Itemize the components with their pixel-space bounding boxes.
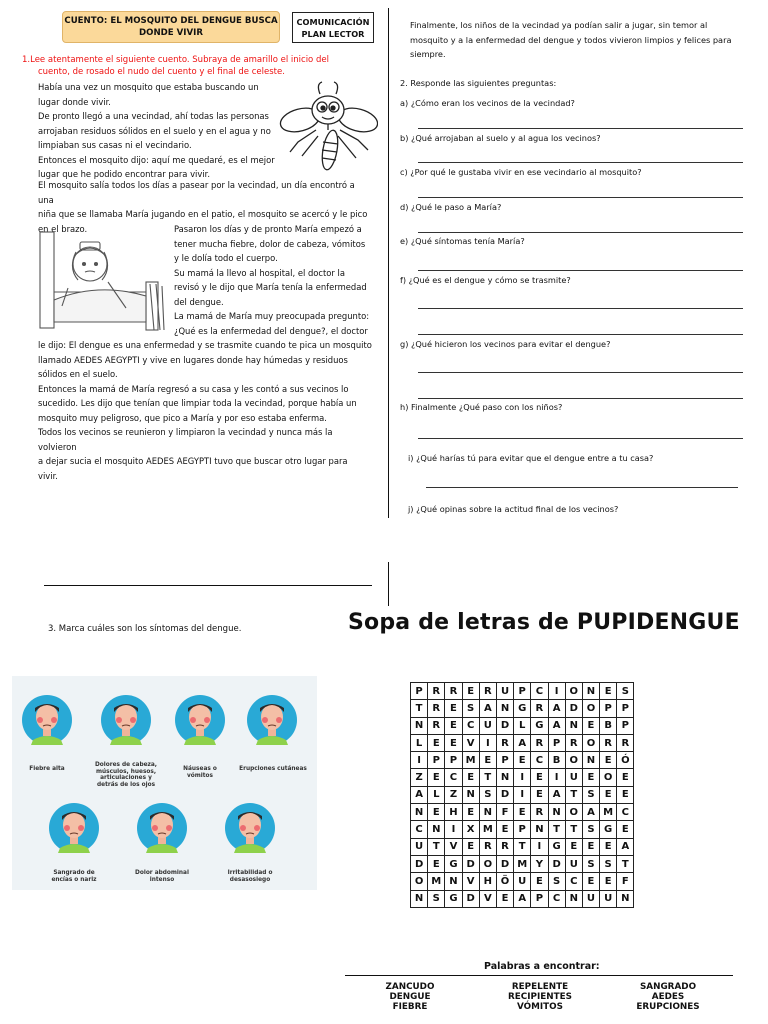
wordsearch-cell[interactable]: E <box>617 821 634 838</box>
answer-line-g1[interactable] <box>418 372 743 373</box>
wordsearch-cell[interactable]: R <box>428 683 445 700</box>
story-line: Pasaron los días y de pronto María empezó a <box>174 224 362 234</box>
wordsearch-cell[interactable]: A <box>411 786 428 803</box>
wordsearch-cell[interactable]: P <box>445 752 462 769</box>
wordsearch-cell[interactable]: I <box>479 734 496 751</box>
wordsearch-cell[interactable]: O <box>565 804 582 821</box>
wordsearch-cell[interactable]: I <box>445 821 462 838</box>
question-f: f) ¿Qué es el dengue y cómo se trasmite? <box>400 275 571 285</box>
story-line: sucedido. Les dijo que tenían que limpiar toda la vecindad, porque había un <box>38 398 357 408</box>
wordsearch-cell[interactable]: T <box>548 821 565 838</box>
wordsearch-cell[interactable]: O <box>582 700 599 717</box>
story-line: El mosquito salía todos los días a pasear por la vecindad, un día encontró a una <box>38 180 355 205</box>
wordsearch-cell[interactable]: A <box>548 700 565 717</box>
story-line: Entonces la mamá de María regresó a su casa y les contó a sus vecinos lo <box>38 383 349 394</box>
wordsearch-cell[interactable]: Ó <box>617 752 634 769</box>
story-line: le dijo: El dengue es una enfermedad y se trasmite cuando te pica un mosquito <box>38 340 372 350</box>
wordsearch-cell[interactable]: A <box>582 804 599 821</box>
wordsearch-cell[interactable]: E <box>582 769 599 786</box>
story-line: a dejar sucia el mosquito AEDES AEGYPTI tuvo que buscar otro lugar para <box>38 456 348 466</box>
wordsearch-cell[interactable]: N <box>548 804 565 821</box>
subject-box <box>292 12 374 43</box>
word-item: FIEBRE <box>392 1002 428 1012</box>
question-b: b) ¿Qué arrojaban al suelo y al agua los vecinos? <box>400 133 601 143</box>
wordsearch-cell[interactable]: E <box>531 786 548 803</box>
question-i: i) ¿Qué harías tú para evitar que el dengue entre a tu casa? <box>408 453 654 463</box>
wordsearch-cell[interactable]: N <box>531 821 548 838</box>
answer-line-i[interactable] <box>426 487 738 488</box>
wordsearch-cell[interactable]: C <box>462 717 479 734</box>
word-item: ZANCUDO <box>385 982 435 992</box>
wordsearch-title: Sopa de letras de PUPIDENGUE <box>348 610 740 635</box>
words-divider <box>345 975 733 976</box>
wordsearch-cell[interactable]: T <box>428 838 445 855</box>
wordsearch-cell[interactable]: E <box>600 752 617 769</box>
wordsearch-cell[interactable]: S <box>582 821 599 838</box>
wordsearch-cell[interactable]: E <box>479 752 496 769</box>
story-line: lugar que he podido encontrar para vivir. <box>38 169 210 179</box>
symptom-label: Irritabilidad o desasosiego <box>227 870 273 883</box>
wordsearch-cell[interactable]: T <box>479 769 496 786</box>
column-divider-lower <box>388 562 389 606</box>
wordsearch-cell[interactable]: E <box>582 717 599 734</box>
wordsearch-cell[interactable]: S <box>428 890 445 907</box>
wordsearch-grid <box>410 682 634 908</box>
answer-line-c[interactable] <box>418 197 743 198</box>
wordsearch-cell[interactable]: V <box>462 873 479 890</box>
story-line: mosquito muy peligroso, que pico a María y por eso estaba enferma. <box>38 412 327 423</box>
wordsearch-cell[interactable]: N <box>617 890 634 907</box>
wordsearch-cell[interactable]: E <box>445 717 462 734</box>
symptom-label: Náuseas o vómitos <box>183 766 217 779</box>
question-j: j) ¿Qué opinas sobre la actitud final de los vecinos? <box>408 504 619 514</box>
wordsearch-cell[interactable]: U <box>514 873 531 890</box>
wordsearch-cell[interactable]: R <box>496 734 513 751</box>
question-d: d) ¿Qué le paso a María? <box>400 202 502 212</box>
wordsearch-cell[interactable]: A <box>514 734 531 751</box>
wordsearch-cell[interactable]: E <box>445 700 462 717</box>
wordsearch-cell[interactable]: V <box>462 734 479 751</box>
story-line: lugar donde vivir. <box>38 96 111 107</box>
story-line: y le dolía todo el cuerpo. <box>174 253 278 263</box>
symptom-faces-icon <box>12 676 317 890</box>
question-h: h) Finalmente ¿Qué paso con los niños? <box>400 402 563 412</box>
wordsearch-cell[interactable]: C <box>531 752 548 769</box>
wordsearch-row <box>411 769 634 786</box>
wordsearch-cell[interactable]: C <box>531 683 548 700</box>
wordsearch-cell[interactable]: P <box>514 821 531 838</box>
wordsearch-cell[interactable]: O <box>582 734 599 751</box>
wordsearch-cell[interactable]: R <box>565 734 582 751</box>
words-list-title: Palabras a encontrar: <box>484 961 600 972</box>
symptom-label: Dolores de cabeza, músculos, huesos, articulaciones y detrás de los ojos <box>94 762 158 788</box>
wordsearch-cell[interactable]: G <box>514 700 531 717</box>
question-e: e) ¿Qué síntomas tenía María? <box>400 236 525 246</box>
wordsearch-cell[interactable]: T <box>411 700 428 717</box>
wordsearch-cell[interactable]: G <box>445 855 462 872</box>
wordsearch-cell[interactable]: I <box>514 786 531 803</box>
wordsearch-cell[interactable]: E <box>462 769 479 786</box>
story-title-line1: CUENTO: EL MOSQUITO DEL DENGUE BUSCA <box>64 16 278 26</box>
wordsearch-cell[interactable]: A <box>548 717 565 734</box>
wordsearch-cell[interactable]: H <box>445 804 462 821</box>
wordsearch-row <box>411 717 634 734</box>
story-line: La mamá de María muy preocupada pregunto: <box>174 311 370 321</box>
story-line: tener mucha fiebre, dolor de cabeza, vómitos <box>174 238 366 249</box>
wordsearch-cell[interactable]: E <box>496 890 513 907</box>
wordsearch-cell[interactable]: U <box>600 890 617 907</box>
wordsearch-cell[interactable]: E <box>462 683 479 700</box>
wordsearch-cell[interactable]: M <box>462 752 479 769</box>
wordsearch-cell[interactable]: S <box>582 855 599 872</box>
word-item: RECIPIENTES <box>508 992 572 1002</box>
wordsearch-cell[interactable]: E <box>600 786 617 803</box>
wordsearch-cell[interactable]: I <box>548 683 565 700</box>
wordsearch-cell[interactable]: I <box>548 769 565 786</box>
wordsearch-cell[interactable]: V <box>479 890 496 907</box>
mosquito-cartoon-icon <box>278 80 378 180</box>
symptom-label: Erupciones cutáneas <box>239 766 307 772</box>
wordsearch-cell[interactable]: R <box>479 683 496 700</box>
wordsearch-cell[interactable]: P <box>411 683 428 700</box>
wordsearch-cell[interactable]: E <box>600 873 617 890</box>
wordsearch-cell[interactable]: R <box>531 804 548 821</box>
section3-heading: 3. Marca cuáles son los síntomas del dengue. <box>48 624 242 634</box>
answer-line-d[interactable] <box>418 232 743 233</box>
wordsearch-cell[interactable]: S <box>582 786 599 803</box>
wordsearch-row <box>411 873 634 890</box>
wordsearch-row <box>411 700 634 717</box>
wordsearch-cell[interactable]: P <box>617 700 634 717</box>
wordsearch-cell[interactable]: O <box>411 873 428 890</box>
wordsearch-cell[interactable]: D <box>565 700 582 717</box>
story-paragraphs-top <box>38 80 288 182</box>
word-item: ERUPCIONES <box>636 1002 700 1012</box>
word-item: VÓMITOS <box>517 1002 563 1012</box>
wordsearch-cell[interactable]: P <box>496 752 513 769</box>
column-divider <box>388 8 389 518</box>
story-line: sólidos en el suelo. <box>38 369 118 379</box>
wordsearch-row <box>411 752 634 769</box>
wordsearch-cell[interactable]: M <box>428 873 445 890</box>
wordsearch-cell[interactable]: P <box>531 890 548 907</box>
section2-heading: 2. Responde las siguientes preguntas: <box>400 78 557 88</box>
wordsearch-cell[interactable]: E <box>445 734 462 751</box>
wordsearch-cell[interactable]: R <box>445 683 462 700</box>
wordsearch-row <box>411 855 634 872</box>
wordsearch-cell[interactable]: H <box>479 873 496 890</box>
answer-line-e[interactable] <box>418 270 743 271</box>
wordsearch-cell[interactable]: E <box>428 855 445 872</box>
wordsearch-cell[interactable]: A <box>514 890 531 907</box>
wordsearch-cell[interactable]: A <box>548 786 565 803</box>
finale-line1: Finalmente, los niños de la vecindad ya podían salir a jugar, sin temor al <box>410 20 708 30</box>
wordsearch-cell[interactable]: C <box>565 873 582 890</box>
wordsearch-cell[interactable]: P <box>514 683 531 700</box>
wordsearch-cell[interactable]: T <box>514 838 531 855</box>
wordsearch-cell[interactable]: C <box>411 821 428 838</box>
wordsearch-cell[interactable]: P <box>428 752 445 769</box>
wordsearch-row <box>411 804 634 821</box>
wordsearch-cell[interactable]: R <box>479 838 496 855</box>
finale-line2: mosquito y a la enfermedad del dengue y todos vivieron limpios y felices para <box>410 34 732 45</box>
wordsearch-cell[interactable]: G <box>531 717 548 734</box>
wordsearch-cell[interactable]: G <box>600 821 617 838</box>
wordsearch-cell[interactable]: P <box>600 700 617 717</box>
wordsearch-cell[interactable]: E <box>428 804 445 821</box>
wordsearch-row <box>411 838 634 855</box>
wordsearch-cell[interactable]: N <box>445 873 462 890</box>
wordsearch-cell[interactable]: R <box>617 734 634 751</box>
wordsearch-cell[interactable]: L <box>514 717 531 734</box>
wordsearch-cell[interactable]: R <box>496 838 513 855</box>
wordsearch-cell[interactable]: E <box>428 734 445 751</box>
wordsearch-cell[interactable]: E <box>514 804 531 821</box>
story-line: Su mamá la llevo al hospital, el doctor la <box>174 267 345 278</box>
story-title-line2: DONDE VIVIR <box>139 28 203 38</box>
wordsearch-cell[interactable]: E <box>582 838 599 855</box>
wordsearch-cell[interactable]: I <box>514 769 531 786</box>
answer-line[interactable] <box>44 585 372 586</box>
wordsearch-cell[interactable]: O <box>565 683 582 700</box>
instruction-1-line1: 1.Lee atentamente el siguiente cuento. Subraya de amarillo el inicio del <box>22 55 329 65</box>
words-column-1 <box>360 982 460 1012</box>
wordsearch-cell[interactable]: E <box>514 752 531 769</box>
story-line: Había una vez un mosquito que estaba buscando un <box>38 82 259 92</box>
wordsearch-cell[interactable]: N <box>411 890 428 907</box>
wordsearch-cell[interactable]: S <box>548 873 565 890</box>
instruction-1-line2: cuento, de rosado el nudo del cuento y el final de celeste. <box>38 67 285 77</box>
wordsearch-row <box>411 786 634 803</box>
finale-line3: siempre. <box>410 49 446 59</box>
wordsearch-cell[interactable]: U <box>565 855 582 872</box>
answer-line-f1[interactable] <box>418 308 743 309</box>
answer-line-f2[interactable] <box>418 334 743 335</box>
wordsearch-cell[interactable]: A <box>617 838 634 855</box>
wordsearch-cell[interactable]: N <box>582 752 599 769</box>
wordsearch-cell[interactable]: Ö <box>496 873 513 890</box>
wordsearch-cell[interactable]: R <box>531 734 548 751</box>
subject-line1: COMUNICACIÓN <box>296 17 370 27</box>
wordsearch-cell[interactable]: X <box>462 821 479 838</box>
wordsearch-row <box>411 734 634 751</box>
wordsearch-cell[interactable]: R <box>428 717 445 734</box>
wordsearch-cell[interactable]: N <box>565 890 582 907</box>
wordsearch-cell[interactable]: E <box>531 769 548 786</box>
wordsearch-cell[interactable]: E <box>496 821 513 838</box>
wordsearch-cell[interactable]: P <box>617 717 634 734</box>
wordsearch-cell[interactable]: E <box>428 769 445 786</box>
story-paragraphs-right <box>174 222 373 338</box>
wordsearch-cell[interactable]: S <box>462 700 479 717</box>
wordsearch-cell[interactable]: C <box>617 804 634 821</box>
wordsearch-cell[interactable]: N <box>496 769 513 786</box>
question-c: c) ¿Por qué le gustaba vivir en ese vecindario al mosquito? <box>400 167 642 177</box>
story-line: llamado AEDES AEGYPTI y vive en lugares donde hay húmedas y residuos <box>38 354 348 365</box>
wordsearch-cell[interactable]: D <box>496 717 513 734</box>
wordsearch-cell[interactable]: D <box>462 890 479 907</box>
symptom-label: Fiebre alta <box>29 766 65 772</box>
wordsearch-cell[interactable]: C <box>445 769 462 786</box>
wordsearch-cell[interactable]: F <box>617 873 634 890</box>
wordsearch-cell[interactable]: N <box>479 804 496 821</box>
wordsearch-cell[interactable]: G <box>548 838 565 855</box>
story-line: vivir. <box>38 470 58 481</box>
wordsearch-cell[interactable]: P <box>548 734 565 751</box>
wordsearch-cell[interactable]: N <box>582 683 599 700</box>
wordsearch-cell[interactable]: E <box>462 838 479 855</box>
words-column-3 <box>618 982 718 1012</box>
wordsearch-cell[interactable]: D <box>496 855 513 872</box>
wordsearch-cell[interactable]: I <box>531 838 548 855</box>
symptom-label: Sangrado de encías o nariz <box>51 870 97 883</box>
wordsearch-cell[interactable]: D <box>411 855 428 872</box>
story-line: revisó y le dijo que María tenía la enfermedad <box>174 282 367 292</box>
wordsearch-cell[interactable]: R <box>428 700 445 717</box>
wordsearch-cell[interactable]: N <box>565 717 582 734</box>
wordsearch-cell[interactable]: E <box>462 804 479 821</box>
wordsearch-cell[interactable]: Y <box>531 855 548 872</box>
symptoms-panel <box>12 676 317 890</box>
wordsearch-cell[interactable]: E <box>582 873 599 890</box>
story-line: limpiaban sus casas ni el vecindario. <box>38 140 192 150</box>
wordsearch-cell[interactable]: E <box>565 838 582 855</box>
word-item: SANGRADO <box>639 982 697 992</box>
answer-line-g2[interactable] <box>418 398 743 399</box>
wordsearch-cell[interactable]: D <box>496 786 513 803</box>
wordsearch-cell[interactable]: T <box>565 821 582 838</box>
wordsearch-row <box>411 683 634 700</box>
question-g: g) ¿Qué hicieron los vecinos para evitar el dengue? <box>400 339 611 349</box>
wordsearch-cell[interactable]: U <box>565 769 582 786</box>
question-a: a) ¿Cómo eran los vecinos de la vecindad? <box>400 98 575 108</box>
wordsearch-cell[interactable]: I <box>411 752 428 769</box>
wordsearch-cell[interactable]: U <box>496 683 513 700</box>
story-line: Todos los vecinos se reunieron y limpiaron la vecindad y nunca más la volvieron <box>38 427 333 452</box>
wordsearch-cell[interactable]: R <box>531 700 548 717</box>
wordsearch-cell[interactable]: E <box>617 786 634 803</box>
wordsearch-cell[interactable]: B <box>600 717 617 734</box>
wordsearch-cell[interactable]: S <box>600 855 617 872</box>
subject-line2: PLAN LECTOR <box>301 29 365 39</box>
answer-line-h[interactable] <box>418 438 743 439</box>
word-item: DENGUE <box>389 992 431 1002</box>
wordsearch-cell[interactable]: E <box>600 838 617 855</box>
wordsearch-cell[interactable]: V <box>445 838 462 855</box>
wordsearch-cell[interactable]: C <box>548 890 565 907</box>
story-finale <box>410 18 745 62</box>
wordsearch-cell[interactable]: D <box>462 855 479 872</box>
story-line: del dengue. <box>174 296 224 307</box>
story-line: De pronto llegó a una vecindad, ahí todas las personas <box>38 111 269 121</box>
wordsearch-cell[interactable]: F <box>496 804 513 821</box>
wordsearch-cell[interactable]: A <box>479 700 496 717</box>
wordsearch-cell[interactable]: Z <box>445 786 462 803</box>
wordsearch-cell[interactable]: S <box>617 683 634 700</box>
wordsearch-cell[interactable]: M <box>479 821 496 838</box>
wordsearch-cell[interactable]: N <box>496 700 513 717</box>
symptom-label: Dolor abdominal intenso <box>135 870 189 883</box>
wordsearch-cell[interactable]: O <box>600 769 617 786</box>
answer-line-b[interactable] <box>418 162 743 163</box>
wordsearch-cell[interactable]: N <box>428 821 445 838</box>
words-column-2 <box>490 982 590 1012</box>
wordsearch-cell[interactable]: L <box>428 786 445 803</box>
wordsearch-cell[interactable]: M <box>514 855 531 872</box>
wordsearch-cell[interactable]: G <box>445 890 462 907</box>
wordsearch-cell[interactable]: U <box>479 717 496 734</box>
wordsearch-row <box>411 890 634 907</box>
story-paragraphs-bottom <box>38 338 373 483</box>
wordsearch-cell[interactable]: N <box>411 717 428 734</box>
wordsearch-cell[interactable]: E <box>617 769 634 786</box>
wordsearch-cell[interactable]: B <box>548 752 565 769</box>
wordsearch-cell[interactable]: D <box>548 855 565 872</box>
wordsearch-cell[interactable]: U <box>411 838 428 855</box>
wordsearch-cell[interactable]: L <box>411 734 428 751</box>
wordsearch-cell[interactable]: R <box>600 734 617 751</box>
wordsearch-cell[interactable]: O <box>479 855 496 872</box>
story-line: arrojaban residuos sólidos en el suelo y en el agua y no <box>38 125 271 136</box>
answer-line-a[interactable] <box>418 128 743 129</box>
wordsearch-cell[interactable]: T <box>565 786 582 803</box>
story-line: Entonces el mosquito dijo: aquí me quedaré, es el mejor <box>38 154 275 165</box>
word-item: AEDES <box>651 992 685 1002</box>
wordsearch-cell[interactable]: O <box>565 752 582 769</box>
wordsearch-cell[interactable]: N <box>411 804 428 821</box>
wordsearch-cell[interactable]: U <box>582 890 599 907</box>
wordsearch-row <box>411 821 634 838</box>
wordsearch-cell[interactable]: T <box>617 855 634 872</box>
instruction-1 <box>22 54 374 78</box>
story-line: en el brazo. <box>38 223 88 234</box>
story-line: niña que se llamaba María jugando en el patio, el mosquito se acercó y le pico <box>38 209 368 219</box>
sick-girl-in-bed-icon <box>38 222 168 334</box>
wordsearch-cell[interactable]: E <box>600 683 617 700</box>
wordsearch-cell[interactable]: E <box>531 873 548 890</box>
word-item: REPELENTE <box>511 982 569 992</box>
wordsearch-cell[interactable]: Z <box>411 769 428 786</box>
wordsearch-cell[interactable]: S <box>479 786 496 803</box>
story-line: ¿Qué es la enfermedad del dengue?, el doctor <box>174 325 368 336</box>
wordsearch-cell[interactable]: M <box>600 804 617 821</box>
story-title-box <box>62 11 280 43</box>
wordsearch-cell[interactable]: N <box>462 786 479 803</box>
